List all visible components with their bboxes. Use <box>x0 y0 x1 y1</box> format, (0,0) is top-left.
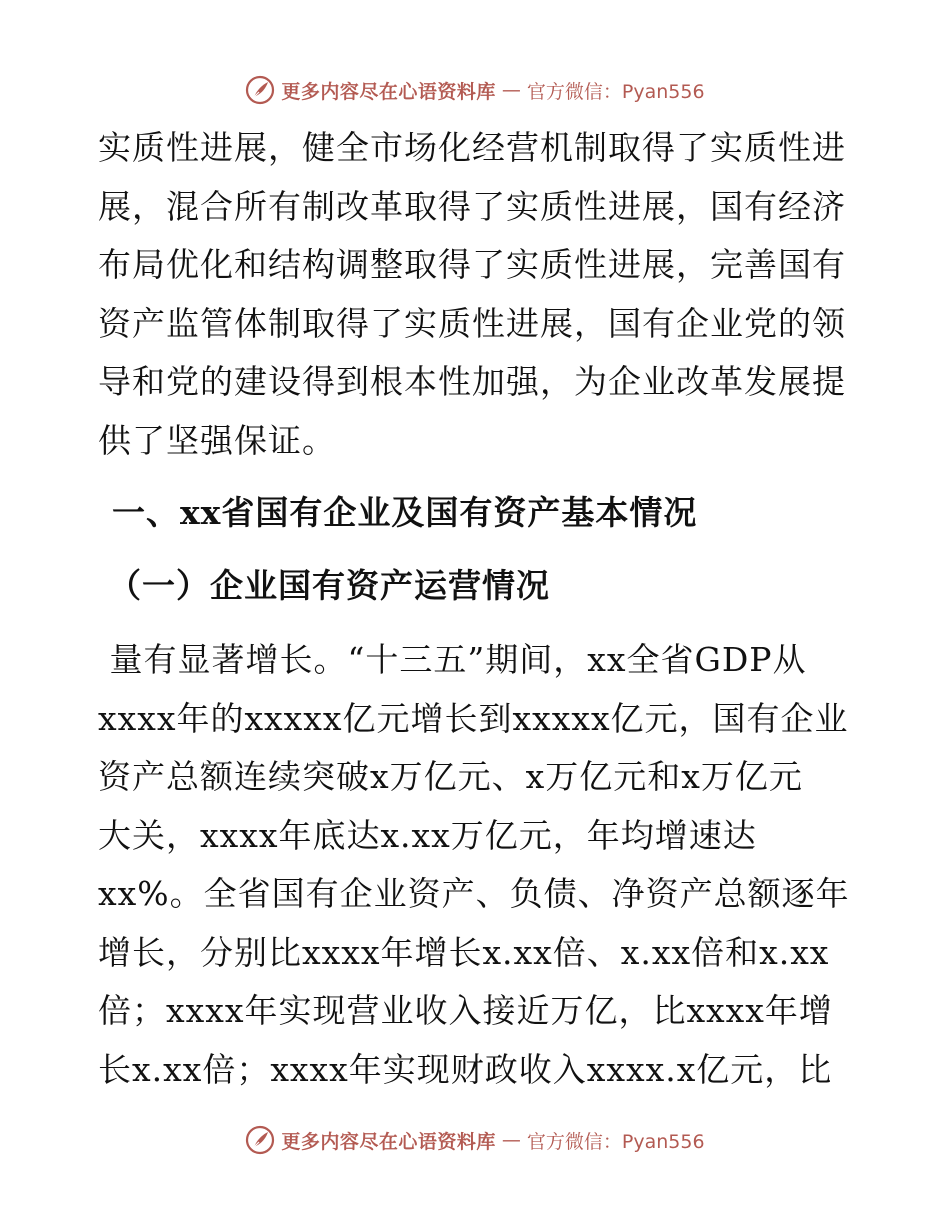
feather-pen-logo-icon <box>245 1125 275 1155</box>
footer-watermark <box>0 1122 950 1158</box>
paragraph-line: 展，混合所有制改革取得了实质性进展，国有经济 <box>98 186 846 226</box>
paragraph-2 <box>98 631 868 1099</box>
paragraph-line: 供了坚强保证。 <box>98 420 336 460</box>
watermark-text: 更多内容尽在心语资料库 <box>281 80 496 103</box>
paragraph-line: 实质性进展，健全市场化经营机制取得了实质性进 <box>98 128 846 167</box>
watermark-text: 更多内容尽在心语资料库 <box>281 1130 496 1153</box>
watermark-separator: — <box>501 1129 521 1151</box>
paragraph-line: 资产总额连续突破x万亿元、x万亿元和x万亿元 <box>98 757 803 796</box>
watermark-separator: — <box>501 79 521 101</box>
paragraph-line: 长x.xx倍；xxxx年实现财政收入xxxx.x亿元，比 <box>98 1049 833 1089</box>
header-watermark <box>0 72 950 108</box>
paragraph-line: 导和党的建设得到根本性加强，为企业改革发展提 <box>98 362 846 401</box>
paragraph-1 <box>98 119 858 470</box>
watermark-contact: 官方微信：Pyan556 <box>526 80 705 103</box>
section-heading: 一、xx省国有企业及国有资产基本情况 <box>112 493 698 532</box>
watermark-contact: 官方微信：Pyan556 <box>526 1130 705 1153</box>
paragraph-line: 倍；xxxx年实现营业收入接近万亿，比xxxx年增 <box>98 991 833 1030</box>
paragraph-line: xx%。全省国有企业资产、负债、净资产总额逐年 <box>98 874 850 913</box>
paragraph-line: 资产监管体制取得了实质性进展，国有企业党的领 <box>98 303 846 343</box>
feather-pen-logo-icon <box>245 75 275 105</box>
paragraph-line: 布局优化和结构调整取得了实质性进展，完善国有 <box>98 245 846 284</box>
subsection-heading: （一）企业国有资产运营情况 <box>108 566 550 605</box>
paragraph-line: 大关，xxxx年底达x.xx万亿元，年均增速达 <box>98 815 757 855</box>
paragraph-line: 量有显著增长。“十三五”期间，xx全省GDP从 <box>98 640 807 679</box>
paragraph-line: xxxx年的xxxxx亿元增长到xxxxx亿元，国有企业 <box>98 698 849 738</box>
paragraph-line: 增长，分别比xxxx年增长x.xx倍、x.xx倍和x.xx <box>98 932 830 972</box>
